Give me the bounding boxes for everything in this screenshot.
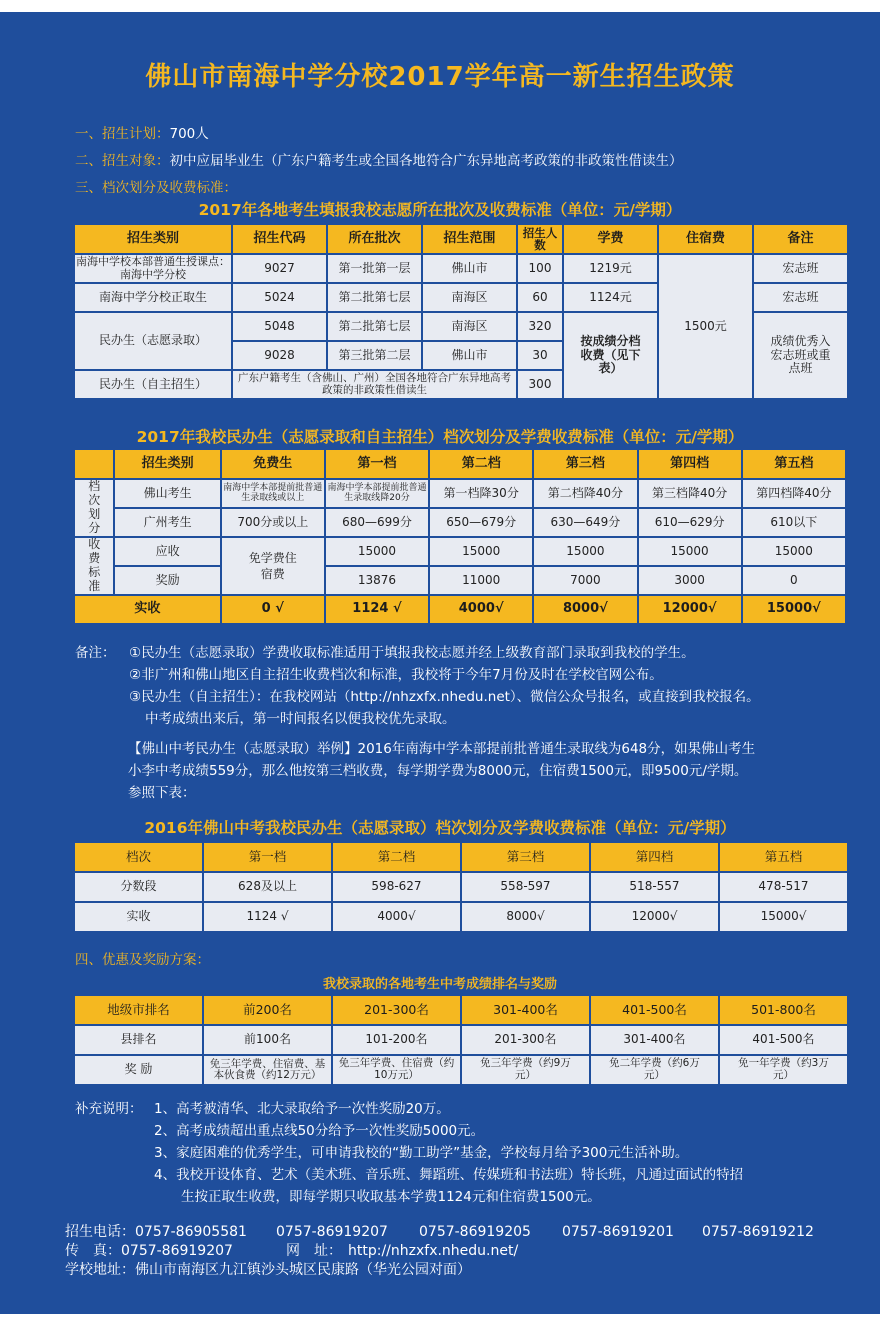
contact-phones <box>65 1221 814 1241</box>
table-cell: 610以下 <box>743 509 845 536</box>
table1-header: 所在批次 <box>328 225 421 253</box>
table-cell: 奖励 <box>115 567 219 594</box>
table-row <box>75 873 847 901</box>
table3-header: 第二档 <box>333 843 460 871</box>
table-row <box>75 1026 847 1054</box>
table-cell: 第三批第二层 <box>328 342 421 369</box>
table-cell: 598-627 <box>333 873 460 901</box>
contact-address <box>65 1259 471 1279</box>
table-cell: 15000√ <box>743 596 845 623</box>
phone-number: 0757-86905581 <box>135 1224 247 1240</box>
table-cell: 628及以上 <box>204 873 331 901</box>
table-cell: 1219元 <box>564 255 657 282</box>
table-cell: 15000 <box>326 538 428 565</box>
table1-header: 招生范围 <box>423 225 516 253</box>
table-cell: 630—649分 <box>534 509 636 536</box>
table-rank-rewards <box>73 994 849 1086</box>
table-cell: 518-557 <box>591 873 718 901</box>
table-cell: 第一档降30分 <box>430 480 532 507</box>
table-cell: 320 <box>518 313 562 340</box>
table-cell: 1124 √ <box>326 596 428 623</box>
table4-header: 301-400名 <box>462 996 589 1024</box>
table-cell: 县排名 <box>75 1026 202 1054</box>
table-cell: 第二批第七层 <box>328 313 421 340</box>
table-admission-batches <box>73 223 849 400</box>
table-cell: 佛山市 <box>423 342 516 369</box>
table-cell: 101-200名 <box>333 1026 460 1054</box>
table-cell: 4000√ <box>333 903 460 931</box>
table-cell: 第二批第七层 <box>328 284 421 311</box>
table-row <box>75 538 845 565</box>
table-cell: 南海区 <box>423 284 516 311</box>
table-cell-dorm-fee: 1500元 <box>659 255 752 398</box>
table-cell: 0 √ <box>222 596 324 623</box>
table-row <box>75 903 847 931</box>
table3-header-row <box>75 843 847 871</box>
table-cell: 15000 <box>534 538 636 565</box>
note-3: ③民办生（自主招生）：在我校网站（http://nhzxfx.nhedu.net）、微信公众号报名，或直接到我校报名。 <box>129 689 760 705</box>
table2-header-row <box>75 450 845 478</box>
table-row <box>75 255 847 282</box>
table-cell: 实收 <box>75 903 202 931</box>
table-cell: 610—629分 <box>639 509 741 536</box>
side-label-tiers: 档次划分 <box>75 480 113 536</box>
table-cell: 9027 <box>233 255 326 282</box>
table-cell: 南海中学分校正取生 <box>75 284 231 311</box>
section-target-value: 初中应届毕业生（广东户籍考生或全国各地符合广东异地高考政策的非政策性借读生） <box>169 153 683 169</box>
phone-number: 0757-86919201 <box>562 1224 674 1240</box>
table-cell: 4000√ <box>430 596 532 623</box>
table2-header: 第四档 <box>639 450 741 478</box>
phone-number: 0757-86919212 <box>702 1224 814 1240</box>
web-label: 网 址： <box>286 1243 342 1259</box>
note-2: ②非广州和佛山地区自主招生收费档次和标准，我校将于今年7月份及时在学校官网公布。 <box>129 667 663 683</box>
table3-header: 第三档 <box>462 843 589 871</box>
fax-label: 传 真： <box>65 1243 121 1259</box>
section-target <box>75 149 683 169</box>
table1-header-row <box>75 225 847 253</box>
table-cell: 301-400名 <box>591 1026 718 1054</box>
phone-number: 0757-86919205 <box>419 1224 531 1240</box>
table4-header: 201-300名 <box>333 996 460 1024</box>
table-cell: 民办生（志愿录取） <box>75 313 231 369</box>
table-cell: 30 <box>518 342 562 369</box>
table3-header: 档次 <box>75 843 202 871</box>
section-rewards-label: 四、优惠及奖励方案： <box>75 952 210 968</box>
table2-header: 第二档 <box>430 450 532 478</box>
side-label-fees: 收费标准 <box>75 538 113 594</box>
table1-header: 学费 <box>564 225 657 253</box>
table-cell: 3000 <box>639 567 741 594</box>
table4-header: 401-500名 <box>591 996 718 1024</box>
table-cell: 478-517 <box>720 873 847 901</box>
table-cell: 201-300名 <box>462 1026 589 1054</box>
table-cell: 广东户籍考生（含佛山、广州）全国各地符合广东异地高考政策的非政策性借读生 <box>233 371 516 398</box>
section-plan-value: 700人 <box>169 126 209 142</box>
table-cell: 100 <box>518 255 562 282</box>
table-cell: 免三年学费、住宿费、基本伙食费（约12万元） <box>204 1056 331 1084</box>
table-cell: 第四档降40分 <box>743 480 845 507</box>
table-cell: 免三年学费（约9万元） <box>462 1056 589 1084</box>
table-cell: 佛山市 <box>423 255 516 282</box>
table-row <box>75 509 845 536</box>
table4-city-row <box>75 996 847 1024</box>
table-cell: 广州考生 <box>115 509 219 536</box>
table-cell: 前100名 <box>204 1026 331 1054</box>
note-3-continued: 中考成绩出来后，第一时间报名以便我校优先录取。 <box>145 711 456 727</box>
section-plan-label: 一、招生计划： <box>75 126 170 142</box>
example-line-3: 参照下表： <box>128 785 196 801</box>
table-cell: 300 <box>518 371 562 398</box>
table2-caption: 2017年我校民办生（志愿录取和自主招生）档次划分及学费收费标准（单位：元/学期） <box>136 428 744 446</box>
section-target-label: 二、招生对象： <box>75 153 170 169</box>
table-cell: 9028 <box>233 342 326 369</box>
table1-header: 招生代码 <box>233 225 326 253</box>
supplement-3: 3、家庭困难的优秀学生，可申请我校的“勤工助学”基金，学校每月给予300元生活补助。 <box>154 1145 689 1161</box>
table4-header: 前200名 <box>204 996 331 1024</box>
phone-label: 招生电话： <box>65 1224 135 1240</box>
table-cell: 558-597 <box>462 873 589 901</box>
table-cell-free-fees: 免学费住宿费 <box>222 538 324 594</box>
table2-header: 第三档 <box>534 450 636 478</box>
table-cell: 7000 <box>534 567 636 594</box>
note-1: ①民办生（志愿录取）学费收取标准适用于填报我校志愿并经上级教育部门录取到我校的学生。 <box>129 645 695 661</box>
table1-header: 招生类别 <box>75 225 231 253</box>
table-cell: 0 <box>743 567 845 594</box>
table-cell: 南海中学本部提前批普通生录取线或以上 <box>222 480 324 507</box>
table2-header: 第一档 <box>326 450 428 478</box>
table3-header: 第一档 <box>204 843 331 871</box>
table-cell: 12000√ <box>591 903 718 931</box>
table2-header: 免费生 <box>222 450 324 478</box>
website-link[interactable]: http://nhzxfx.nhedu.net/ <box>348 1243 519 1259</box>
table-cell: 免三年学费、住宿费（约10万元） <box>333 1056 460 1084</box>
table-cell: 8000√ <box>534 596 636 623</box>
table-fee-tiers <box>73 448 847 625</box>
contact-fax-web <box>65 1240 518 1260</box>
phone-number: 0757-86919207 <box>276 1224 388 1240</box>
table3-caption: 2016年佛山中考我校民办生（志愿录取）档次划分及学费收费标准（单位：元/学期） <box>144 819 736 837</box>
supplement-4-continued: 生按正取生收费，即每学期只收取基本学费1124元和住宿费1500元。 <box>181 1189 601 1205</box>
table-cell: 13876 <box>326 567 428 594</box>
example-line-2: 小李中考成绩559分，那么他按第三档收费，每学期学费为8000元，住宿费1500元，即9500元/学期。 <box>128 763 748 779</box>
table-cell: 15000√ <box>720 903 847 931</box>
table-cell: 南海区 <box>423 313 516 340</box>
table4-header: 地级市排名 <box>75 996 202 1024</box>
table3-header: 第五档 <box>720 843 847 871</box>
table-cell: 南海中学校本部普通生授课点：南海中学分校 <box>76 255 230 281</box>
table-row <box>75 480 845 507</box>
table2-actual-row <box>75 596 845 623</box>
table1-caption: 2017年各地考生填报我校志愿所在批次及收费标准（单位：元/学期） <box>198 201 682 219</box>
address-value: 佛山市南海区九江镇沙头城区民康路（华光公园对面） <box>135 1262 471 1278</box>
table2-header-blank <box>75 450 113 478</box>
table2-header: 第五档 <box>743 450 845 478</box>
table-cell: 实收 <box>75 596 220 623</box>
table-cell: 南海中学本部提前批普通生录取线降20分 <box>326 480 428 507</box>
table1-header: 住宿费 <box>659 225 752 253</box>
table-cell: 奖 励 <box>75 1056 202 1084</box>
example-line-1: 【佛山中考民办生（志愿录取）举例】2016年南海中学本部提前批普通生录取线为648分，如果佛山考生 <box>128 741 756 757</box>
table-cell: 免一年学费（约3万元） <box>720 1056 847 1084</box>
table4-header: 501-800名 <box>720 996 847 1024</box>
table-cell: 成绩优秀入宏志班或重点班 <box>754 313 847 398</box>
table-cell: 免二年学费（约6万元） <box>591 1056 718 1084</box>
page-title: 佛山市南海中学分校2017学年高一新生招生政策 <box>145 62 735 92</box>
table4-caption: 我校录取的各地考生中考成绩排名与奖励 <box>322 977 557 992</box>
table1-header: 备注 <box>754 225 847 253</box>
table-cell: 民办生（自主招生） <box>75 371 231 398</box>
section-plan <box>75 122 209 142</box>
section-tiers-label: 三、档次划分及收费标准： <box>75 180 237 196</box>
table-cell: 401-500名 <box>720 1026 847 1054</box>
table1-header: 招生人数 <box>518 225 562 253</box>
table-cell: 佛山考生 <box>115 480 219 507</box>
table-cell: 1124 √ <box>204 903 331 931</box>
table-cell: 15000 <box>430 538 532 565</box>
table-cell: 15000 <box>743 538 845 565</box>
table-row <box>75 1056 847 1084</box>
table2-header: 招生类别 <box>115 450 219 478</box>
table-cell: 700分或以上 <box>222 509 324 536</box>
table-row <box>75 567 845 594</box>
supplement-4: 4、我校开设体育、艺术（美术班、音乐班、舞蹈班、传媒班和书法班）特长班，凡通过面试的特招 <box>154 1167 744 1183</box>
fax-number: 0757-86919207 <box>121 1243 233 1259</box>
table-cell: 12000√ <box>639 596 741 623</box>
supplement-label: 补充说明： <box>75 1101 143 1117</box>
table-cell: 11000 <box>430 567 532 594</box>
table-cell: 680—699分 <box>326 509 428 536</box>
supplement-1: 1、高考被清华、北大录取给予一次性奖励20万。 <box>154 1101 450 1117</box>
notes-label: 备注： <box>75 645 116 661</box>
address-label: 学校地址： <box>65 1262 135 1278</box>
supplement-2: 2、高考成绩超出重点线50分给予一次性奖励5000元。 <box>154 1123 485 1139</box>
table-cell: 分数段 <box>75 873 202 901</box>
table-cell: 15000 <box>639 538 741 565</box>
table-cell: 第二档降40分 <box>534 480 636 507</box>
table-cell: 宏志班 <box>754 284 847 311</box>
table-cell: 60 <box>518 284 562 311</box>
table-cell-tiered-fee: 按成绩分档收费（见下表） <box>564 313 657 398</box>
table-cell: 第三档降40分 <box>639 480 741 507</box>
table-cell: 5048 <box>233 313 326 340</box>
table-cell: 应收 <box>115 538 219 565</box>
table-cell: 宏志班 <box>754 255 847 282</box>
table-cell: 1124元 <box>564 284 657 311</box>
table-cell: 8000√ <box>462 903 589 931</box>
table-2016-tiers <box>73 841 849 933</box>
table-cell: 5024 <box>233 284 326 311</box>
table-cell: 650—679分 <box>430 509 532 536</box>
table-cell: 第一批第一层 <box>328 255 421 282</box>
table3-header: 第四档 <box>591 843 718 871</box>
